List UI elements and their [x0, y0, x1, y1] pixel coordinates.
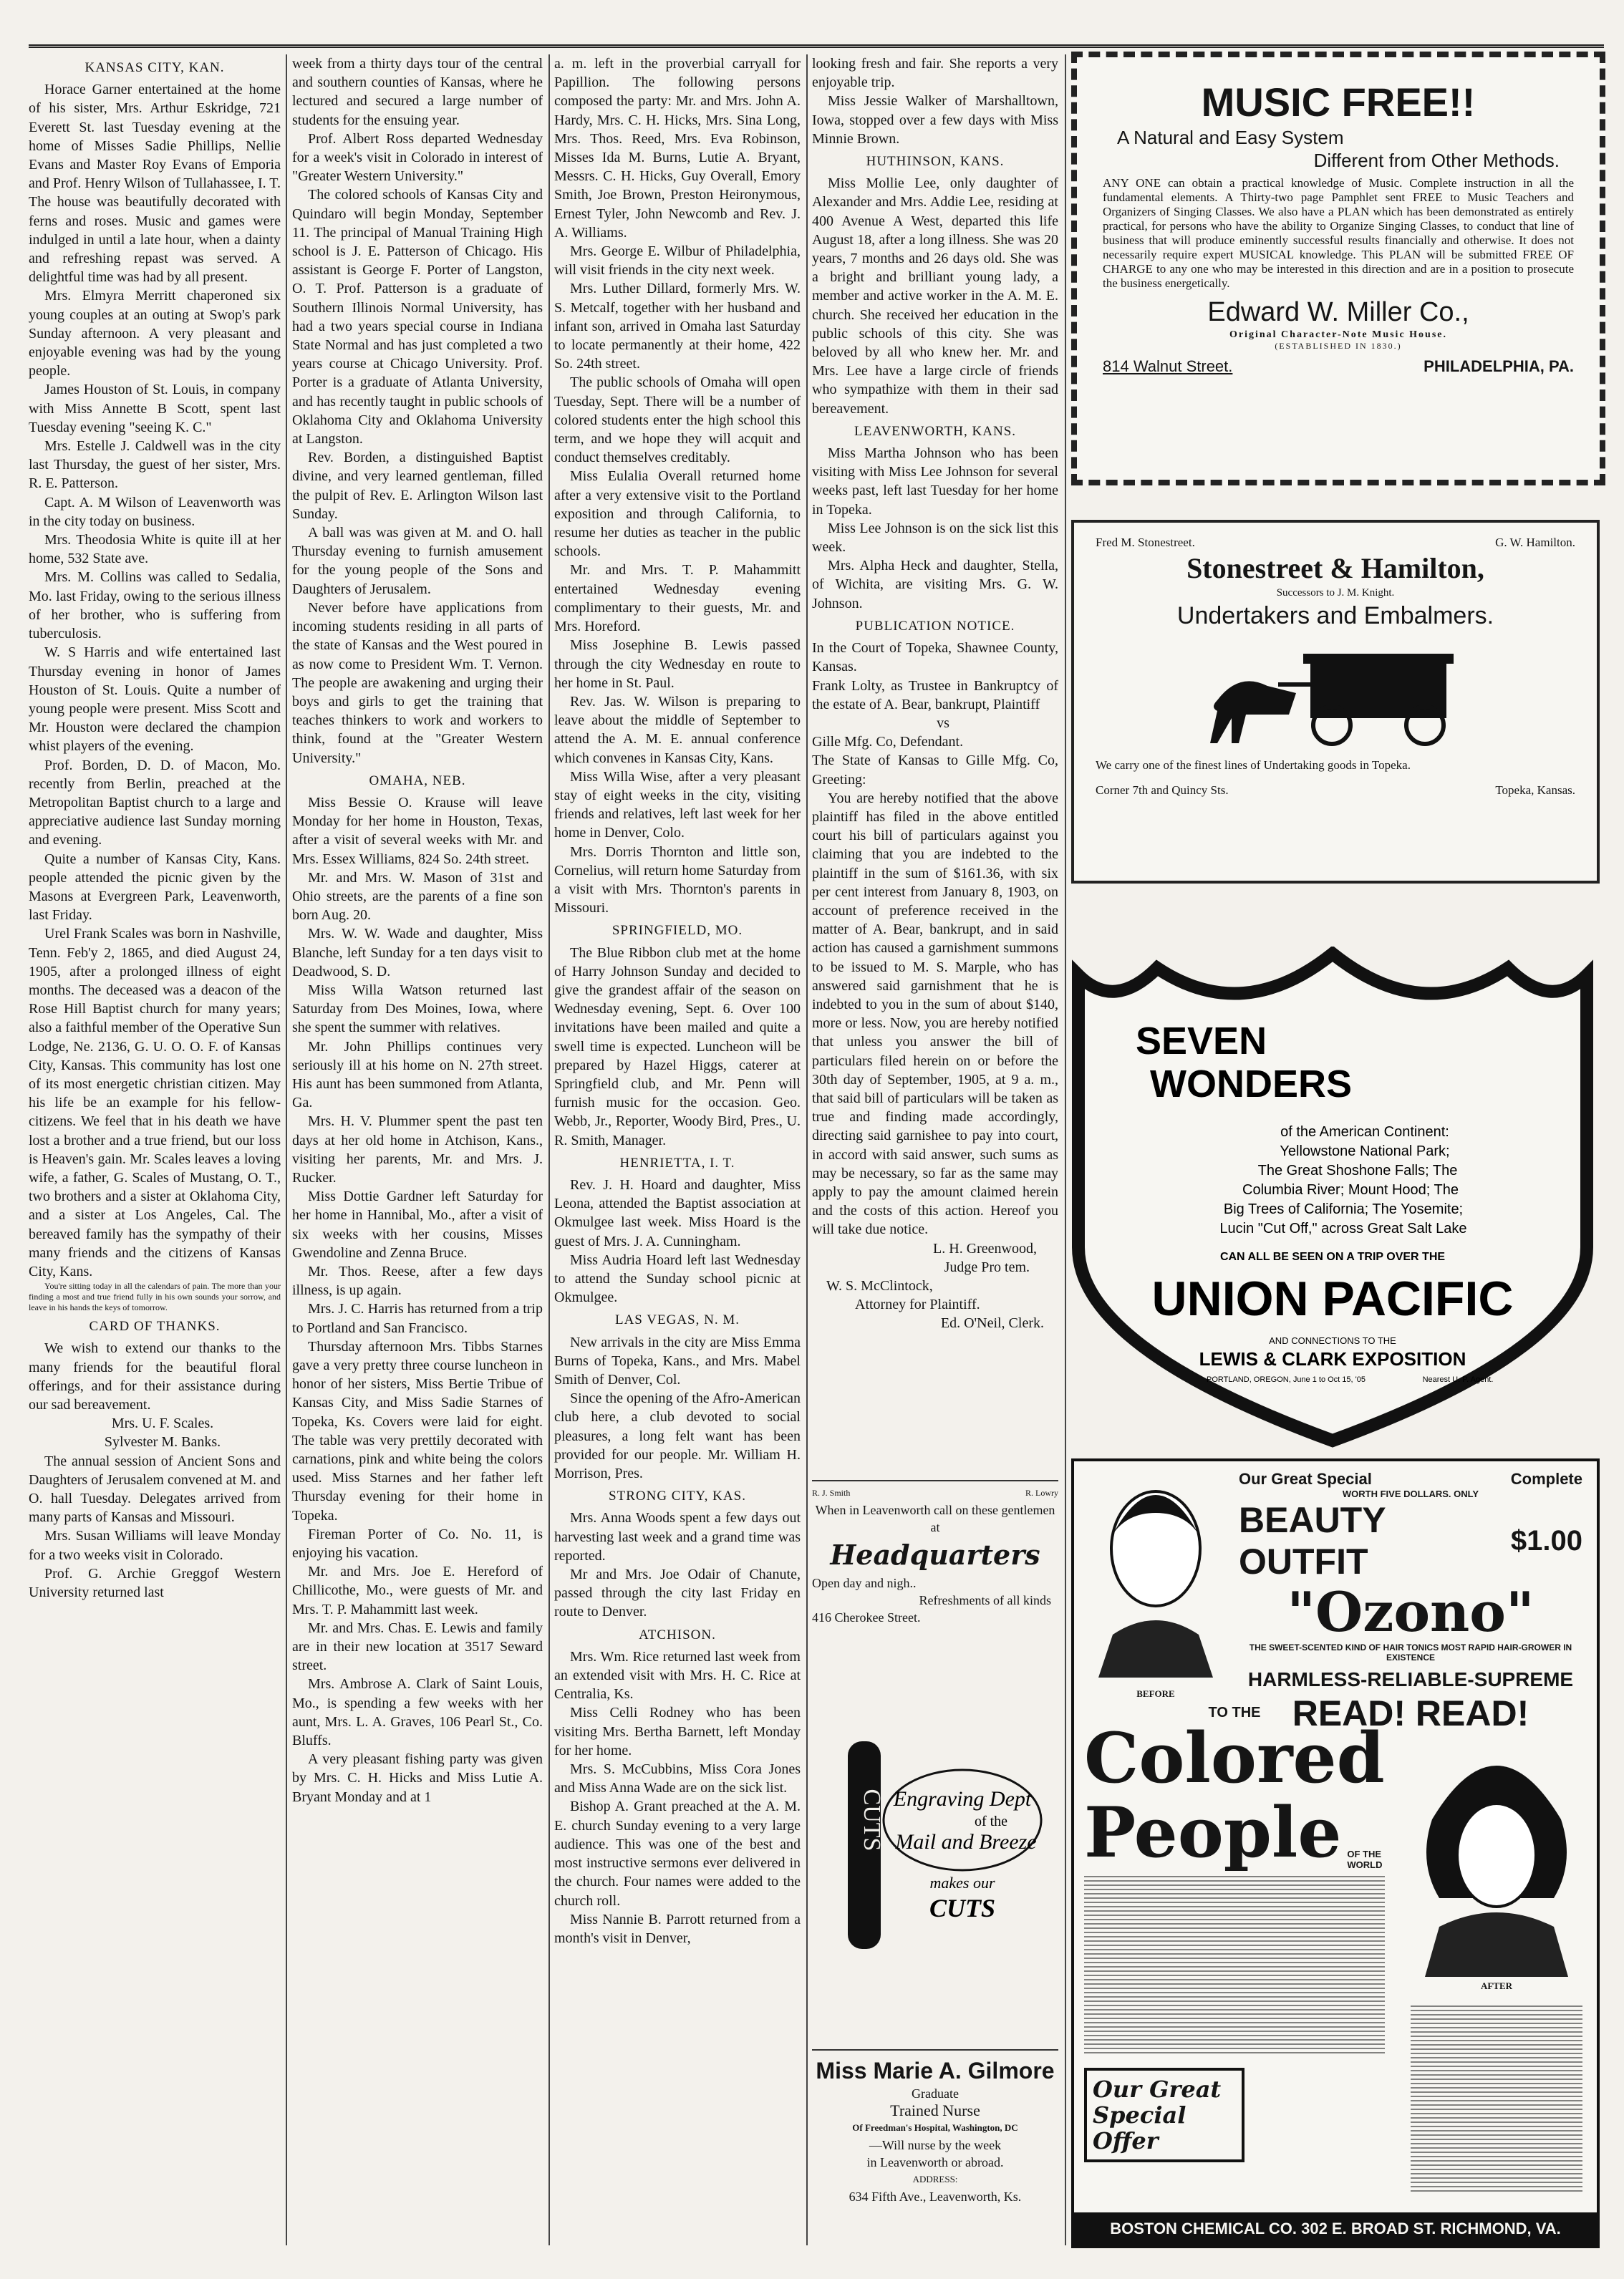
partner-left: Fred M. Stonestreet. [1096, 536, 1195, 549]
news-item: Mr. and Mrs. Joe E. Hereford of Chillicothe, Mo., were guests of Mr. and Mrs. T. P. Mahammitt last week. [292, 1564, 543, 1617]
music-established: (ESTABLISHED IN 1830.) [1275, 341, 1402, 351]
ad-header [812, 1484, 1058, 1501]
wonders-line: Big Trees of California; The Yosemite; [1223, 1201, 1464, 1217]
engraving-line: Mail and Breeze [895, 1830, 1037, 1854]
partner-right: G. W. Hamilton. [1495, 536, 1575, 549]
news-item: Mrs. Luther Dillard, formerly Mrs. W. S. Metcalf, together with her husband and infant son, arrived in Omaha last Saturday to locate permanently at their home, 422 So. 24th street. [554, 281, 801, 372]
news-item: We wish to extend our thanks to the many friends for the beautiful floral offerings, and for their assistance during our sad bereavement. [29, 1340, 281, 1413]
engraving-ad [812, 1734, 1058, 1970]
music-subtitle: Different from Other Methods. [1313, 150, 1560, 171]
news-item: Mrs. George E. Wilbur of Philadelphia, will visit friends in the city next week. [554, 243, 801, 279]
beauty-title: BEAUTY OUTFIT [1239, 1500, 1386, 1582]
column-rule [548, 54, 550, 2245]
notice-line: In the Court of Topeka, Shawnee County, Kansas. [812, 640, 1058, 675]
of-the-world: OF THE WORLD [1347, 1849, 1383, 1870]
news-item: The colored schools of Kansas City and Quindaro will begin Monday, September 11. The principal of Manual Training High school is J. E. Patterson of Chicago. His assistant is George F. Porter of Langston, O. T. Prof. Patterson is a graduate of Southern Illinois Normal University, has had a two years special course in Indiana State Normal and has just completed a two years course at Chicago University. Prof. Porter is a graduate of Atlanta University, and has recently taught in public schools of Oklahoma City and Oklahoma University at Langston. [292, 187, 543, 447]
section-heading: HENRIETTA, I. T. [619, 1155, 735, 1171]
news-item: Mrs. W. W. Wade and daughter, Miss Blanche, left Sunday for a ten days visit to Deadwood, S. D. [292, 926, 543, 979]
wonders-line: AND CONNECTIONS TO THE [1269, 1335, 1396, 1346]
news-item: Mrs. Dorris Thornton and little son, Cornelius, will return home Saturday from a visit with Mrs. Thornton's parents in Missouri. [554, 843, 801, 916]
notice-line: The State of Kansas to Gille Mfg. Co, Greeting: [812, 753, 1058, 788]
signature: W. S. McClintock, [826, 1278, 933, 1294]
beauty-title-row [1239, 1499, 1582, 1582]
cuts-vertical-text: CUTS [859, 1789, 885, 1852]
news-item: Prof. Albert Ross departed Wednesday for a week's visit in Colorado in interest of "Greater Western University." [292, 130, 543, 185]
section-heading: KANSAS CITY, KAN. [84, 60, 225, 75]
wonders-line: The Great Shoshone Falls; The [1257, 1163, 1458, 1179]
section-heading: PUBLICATION NOTICE. [855, 618, 1015, 634]
news-item: Rev. J. H. Hoard and daughter, Miss Leona, attended the Baptist association at Okmulgee last week. Miss Hoard is the guest of Mrs. J. A. Cunningham. [554, 1176, 801, 1249]
stonestreet-footer [1096, 783, 1575, 798]
news-item: Mrs. Theodosia White is quite ill at her home, 532 State ave. [29, 532, 281, 567]
union-pacific-ad [1071, 947, 1594, 1448]
exposition-title: LEWIS & CLARK EXPOSITION [1199, 1348, 1466, 1370]
boston-chemical-footer: BOSTON CHEMICAL CO. 302 E. BROAD ST. RICHMOND, VA. [1074, 2212, 1597, 2245]
ad-name-right: R. Lowry [1025, 1488, 1058, 1498]
signature: Attorney for Plaintiff. [855, 1297, 980, 1313]
ozono-title: "Ozono" [1287, 1580, 1534, 1644]
wonders-line: Lucin "Cut Off," across Great Salt Lake [1219, 1221, 1467, 1237]
news-item: The annual session of Ancient Sons and Daughters of Jerusalem convened at M. and O. hall Tuesday. Delegates arrived from many parts of Kansas and Missouri. [29, 1453, 281, 1526]
people-row [1084, 1792, 1385, 1873]
column-1 [29, 54, 281, 2245]
signature: Judge Pro tem. [944, 1259, 1030, 1275]
obituary: Urel Frank Scales was born in Nashville, Tenn. Feb'y 2, 1865, and died August 24, 1905, after a prolonged illness of eight months. The deceased was a deacon of the Rose Hill Baptist church for many years; also a faithful member of the Operative Sun Lodge, Ne. 2136, G. U. O. O. F. of Kansas City, Kansas. This community has lost one of its most energetic christian citizen. May his life be an example for his fellow-citizens. We feel that in his death we have lost a brother and a true friend, but our loss is Heaven's gain. Mr. Scales leaves a loving wife, a father, G. Scales of Mustang, O. T., two brothers and a sister at Oklahoma City, and a sister at Los Angeles, Cal. The bereaved family has the sympathy of their many friends and the citizens of Kansas City, Kans. [29, 926, 281, 1279]
ad-line: Open day and nigh.. [812, 1576, 917, 1590]
news-item: Miss Eulalia Overall returned home after a very extensive visit to the Portland exposition and through California, to resume her duties as teacher in the public schools. [554, 468, 801, 560]
news-item: Mrs. Susan Williams will leave Monday for a two weeks visit in Colorado. [29, 1528, 281, 1563]
column-4 [812, 54, 1058, 1479]
news-item: Miss Willa Wise, after a very pleasant stay of eight weeks in the city, visiting friends and relatives, left last week for her home in Denver, Colo. [554, 768, 801, 841]
woman-portrait-icon [1084, 1470, 1227, 1685]
engraving-title: Engraving Dept [893, 1787, 1032, 1811]
news-item: Prof. Borden, D. D. of Macon, Mo. recently from Berlin, preached at the Metropolitan Baptist church to a large and appreciative audience last Sunday morning and evening. [29, 757, 281, 848]
news-item: A ball was was given at M. and O. hall Thursday evening to furnish amusement for the young people of the Sons and Daughters of Jerusalem. [292, 525, 543, 597]
after-caption: AFTER [1480, 1980, 1513, 1991]
beauty-worth: WORTH FIVE DOLLARS. ONLY [1342, 1489, 1479, 1499]
notice-line: vs [937, 715, 949, 731]
ad-line: When in Leavenworth call on these gentlemen at [815, 1503, 1055, 1534]
ad-header [1096, 536, 1575, 550]
ad-line: ADDRESS: [912, 2174, 958, 2184]
news-item: week from a thirty days tour of the central and southern counties of Kansas, where he lectured and secured a large number of students for the ensuing year. [292, 56, 543, 128]
news-item: Never before have applications from incoming students residing in all parts of the state of Kansas and the West poured in as now come to President Wm. T. Vernon. The people are awakening and urging their boys and girls to get the training that teaches thinkers to work and workers to think, found at the "Greater Western University." [292, 599, 543, 766]
news-item: Miss Bessie O. Krause will leave Monday for her home in Houston, Texas, after a visit of several weeks with Mr. and Mrs. Essex Williams, 824 So. 24th street. [292, 794, 543, 867]
column-rule [806, 54, 808, 2245]
ad-name-left: R. J. Smith [812, 1488, 851, 1498]
woman-portrait-icon [1411, 1733, 1582, 1977]
column-2 [292, 54, 543, 2245]
stonestreet-city: Topeka, Kansas. [1495, 783, 1575, 797]
music-company: Edward W. Miller Co., [1207, 297, 1469, 327]
before-portrait [1084, 1470, 1227, 1699]
beauty-harmless: HARMLESS-RELIABLE-SUPREME [1247, 1668, 1574, 1690]
stonestreet-successors: Successors to J. M. Knight. [1276, 587, 1395, 599]
engraving-oval [884, 1770, 1041, 1870]
ad-line: Refreshments of all kinds [919, 1593, 1051, 1607]
wonders-line: Nearest U. P. Agent. [1422, 1375, 1494, 1384]
news-item: Rev. Jas. W. Wilson is preparing to leave about the middle of September to attend the A. M. E. annual conference which convenes in Kansas City, Kans. [554, 693, 801, 766]
ad-line: Graduate [912, 2086, 959, 2101]
newspaper-page [29, 44, 1604, 2250]
news-item: Mrs. J. C. Harris has returned from a trip to Portland and San Francisco. [292, 1301, 543, 1336]
ozono-tagline: THE SWEET-SCENTED KIND OF HAIR TONICS MOST RAPID HAIR-GROWER IN EXISTENCE [1249, 1642, 1572, 1663]
beauty-outfit-ad [1071, 1458, 1600, 2248]
fine-print-block [1084, 1876, 1385, 2055]
headquarters-ad [812, 1480, 1058, 1626]
news-item: Bishop A. Grant preached at the A. M. E. church Sunday evening to a very large audience. This was one of the best and most instructive sermons ever delivered in the church. Four names were added to the church roll. [554, 1799, 801, 1909]
news-item: The public schools of Omaha will open Tuesday, Sept. There will be a number of colored students enter the high school this term, and we hope they will acquit and conduct themselves creditably. [554, 374, 801, 466]
notice-line: Gille Mfg. Co, Defendant. [812, 734, 964, 750]
news-item: Mr. and Mrs. Chas. E. Lewis and family are in their new location at 3517 Seward street. [292, 1620, 543, 1674]
news-item: Miss Martha Johnson who has been visiting with Miss Lee Johnson for several weeks past, left last Tuesday for her home in Topeka. [812, 445, 1058, 518]
news-item: Mr. and Mrs. W. Mason of 31st and Ohio streets, are the parents of a fine son born Aug. 20. [292, 869, 543, 924]
section-heading: HUTHINSON, KANS. [866, 154, 1005, 170]
gilmore-ad [812, 2049, 1058, 2205]
signature: L. H. Greenwood, [933, 1240, 1037, 1257]
section-heading: OMAHA, NEB. [369, 773, 466, 788]
hearse-roof [1303, 654, 1454, 664]
music-address-row [1103, 357, 1574, 376]
hearse-illustration [1096, 632, 1568, 754]
news-item: Mr. John Phillips continues very seriously ill at his home on N. 27th street. His aunt has been summoned from Atlanta, Ga. [292, 1038, 543, 1111]
news-item: The Blue Ribbon club met at the home of Harry Johnson Sunday and decided to give the grandest affair of the season on Wednesday evening, Sept. 6. Over 100 invitations have been mailed and quite a swell time is expected. Luncheon will be prepared by Hazel Higgs, caterer at Springfield club, and Mr. Penn will furnish music for the occasion. Geo. Webb, Jr., Reporter, Woody Bird, Pres., U. R. Smith, Manager. [554, 944, 801, 1148]
news-item: Prof. G. Archie Greggof Western University returned last [29, 1565, 281, 1601]
top-rule [29, 44, 1604, 48]
column-rule [1065, 54, 1066, 2245]
news-item: Miss Mollie Lee, only daughter of Alexander and Mrs. Addie Lee, residing at 400 Avenue A West, departed this life August 18, after a long illness. She was 20 years, 7 months and 26 days old. She was a bright and brilliant young lady, a member and active worker in the A. M. E. church. She received her education in the public schools of this city. She was beloved by all who knew her. Mr. and Mrs. Lee have a large circle of friends who sympathize with them in their sad bereavement. [812, 175, 1058, 417]
news-item: Miss Audria Hoard left last Wednesday to attend the Sunday school picnic at Okmulgee. [554, 1252, 801, 1306]
section-heading: LAS VEGAS, N. M. [614, 1312, 740, 1328]
ad-line: Of Freedman's Hospital, Washington, DC [852, 2122, 1018, 2133]
ad-line: —Will nurse by the week [869, 2138, 1002, 2152]
stonestreet-ad [1071, 520, 1600, 884]
news-item: Mrs. Alpha Heck and daughter, Stella, of Wichita, are visiting Mrs. G. W. Johnson. [812, 558, 1058, 611]
news-item: Mrs. Elmyra Merritt chaperoned six young couples at an outing at Swop's park Sunday afternoon. A very pleasant and enjoyable evening was had by the young people. [29, 288, 281, 379]
news-item: Mr and Mrs. Joe Odair of Chanute, passed through the city last Friday en route to Denver. [554, 1567, 801, 1620]
news-item: Mrs. M. Collins was called to Sedalia, Mo. last Friday, owing to the serious illness of her brother, who is suffering from tuberculosis. [29, 569, 281, 642]
wonders-line: Columbia River; Mount Hood; The [1242, 1182, 1459, 1198]
news-item: Miss Nannie B. Parrott returned from a month's visit in Denver, [554, 1911, 801, 1946]
signature: Ed. O'Neil, Clerk. [940, 1315, 1044, 1332]
section-heading: STRONG CITY, KAS. [609, 1489, 746, 1504]
column-3 [554, 54, 801, 2245]
news-item: Miss Dottie Gardner left Saturday for her home in Hannibal, Mo., after a visit of six weeks with her cousins, Misses Gwendoline and Zenna Bruce. [292, 1189, 543, 1261]
engraving-cuts-text: CUTS [929, 1894, 996, 1922]
engraving-ad-graphic [812, 1734, 1058, 1970]
news-item: Mrs. Estelle J. Caldwell was in the city last Thursday, the guest of her sister, Mrs. R. E. Patterson. [29, 438, 281, 492]
news-item: James Houston of St. Louis, in company with Miss Annette B Scott, spent last Tuesday evening "seeing K. C." [29, 382, 281, 435]
beauty-price: $1.00 [1510, 1524, 1582, 1557]
engraving-line: of the [974, 1814, 1008, 1829]
wonders-line: PORTLAND, OREGON, June 1 to Oct 15, '05 [1207, 1375, 1366, 1384]
news-item: Mrs. H. V. Plummer spent the past ten days at her old home in Atchison, Kans., visiting her parents, Mr. and Mrs. J. Rucker. [292, 1113, 543, 1186]
before-caption: BEFORE [1136, 1688, 1175, 1699]
wonders-line: Yellowstone National Park; [1280, 1143, 1450, 1159]
engraving-line: makes our [929, 1874, 995, 1892]
stonestreet-corner: Corner 7th and Quincy Sts. [1096, 783, 1229, 797]
hearse-body [1310, 661, 1446, 718]
wonders-line: of the American Continent: [1280, 1124, 1449, 1140]
column-rule [286, 54, 287, 2245]
signature: Sylvester M. Banks. [104, 1434, 221, 1451]
headquarters-title: Headquarters [830, 1539, 1040, 1571]
music-city: PHILADELPHIA, PA. [1424, 357, 1574, 375]
news-item: Miss Josephine B. Lewis passed through the city Wednesday en route to her home in St. Paul. [554, 637, 801, 691]
news-item: New arrivals in the city are Miss Emma Burns of Topeka, Kans., and Mrs. Mabel Smith of Denver, Col. [554, 1334, 801, 1388]
section-heading: CARD OF THANKS. [89, 1319, 221, 1335]
stonestreet-line: We carry one of the finest lines of Undertaking goods in Topeka. [1096, 758, 1411, 772]
ad-line: 634 Fifth Ave., Leavenworth, Ks. [849, 2190, 1022, 2204]
news-item: A very pleasant fishing party was given by Mrs. C. H. Hicks and Miss Lutie A. Bryant Monday and at 1 [292, 1751, 543, 1805]
news-item: Miss Celli Rodney who has been visiting Mrs. Bertha Barnett, left Monday for her home. [554, 1705, 801, 1758]
news-item: Mr. and Mrs. T. P. Mahammitt entertained Wednesday evening complimentary to their guests, Mr. and Mrs. Horeford. [554, 562, 801, 635]
colored-title: Colored [1084, 1718, 1385, 1799]
news-item: Miss Lee Johnson is on the sick list this week. [812, 520, 1058, 556]
people-title: People [1084, 1792, 1342, 1873]
stonestreet-subtitle: Undertakers and Embalmers. [1176, 602, 1494, 629]
fine-print: You're sitting today in all the calendars of pain. The more than your finding a most and true friend fully in his own sounds your sorrow, and leave in his hands the keys of tomorrow. [29, 1281, 281, 1313]
section-heading: SPRINGFIELD, MO. [612, 923, 743, 939]
stonestreet-title: Stonestreet & Hamilton, [1186, 552, 1484, 584]
special-offer-box: Our Great Special Offer [1084, 2068, 1244, 2162]
notice-line: Frank Lolty, as Trustee in Bankruptcy of the estate of A. Bear, bankrupt, Plaintiff [812, 677, 1058, 712]
news-item: Mr. Thos. Reese, after a few days illness, is up again. [292, 1264, 543, 1299]
section-heading: LEAVENWORTH, KANS. [854, 423, 1017, 439]
union-pacific-shield [1071, 947, 1594, 1448]
news-item: Capt. A. M Wilson of Leavenworth was in the city today on business. [29, 494, 281, 529]
news-item: Mrs. Anna Woods spent a few days out harvesting last week and a grand time was reported. [554, 1510, 801, 1564]
news-item: Mrs. S. McCubbins, Miss Cora Jones and Miss Anna Wade are on the sick list. [554, 1761, 801, 1796]
wonders-text: WONDERS [1150, 1063, 1352, 1105]
music-title: MUSIC FREE!! [1201, 79, 1476, 125]
beauty-top-row [1239, 1470, 1582, 1489]
beauty-top-complete: Complete [1510, 1470, 1582, 1488]
news-item: a. m. left in the proverbial carryall for Papillion. The following persons composed the party: Mr. and Mrs. John A. Hardy, Mrs. C. H. Hicks, Mrs. Sina Long, Mrs. Thos. Reed, Mrs. Eva Robinson, Misses Ida M. Burns, Lutie A. Bryant, Messrs. C. H. Hicks, Guy Overall, Emory Smith, Joe Brown, Preston Heironymous, Ernest Tyler, John Newcomb and Rev. J. A. Williams. [554, 56, 801, 241]
news-item: Mrs. Wm. Rice returned last week from an extended visit with Mrs. H. C. Rice at Centralia, Ks. [554, 1648, 801, 1703]
horse-icon [1210, 681, 1296, 743]
news-item: Fireman Porter of Co. No. 11, is enjoying his vacation. [292, 1526, 543, 1562]
seven-text: SEVEN [1136, 1020, 1267, 1063]
news-item: Miss Jessie Walker of Marshalltown, Iowa, stopped over a few days with Miss Minnie Brown. [812, 93, 1058, 147]
signature: Mrs. U. F. Scales. [111, 1416, 214, 1432]
music-free-ad [1071, 52, 1605, 485]
union-pacific-title: UNION PACIFIC [1151, 1272, 1514, 1326]
notice-body: You are hereby notified that the above plaintiff has filed in the above entitled court his bill of particulars against you claiming that you are indebted to the plaintiff in the sum of $161.36, with six per cent interest from January 8, 1903, on account of preference received in the matter of A. Bear, bankrupt, and in said action has caused a garnishment summons to be issued to M. S. Marple, who has answered said garnishment that he is indebted to you in the sum of about $140, more or less. Now, you are hereby notified that unless you answer the bill of particulars filed herein on or before the 30th day of September, 1905, at 9 a. m., that said bill of particulars will be taken as true and finding made accordingly, directing said garnishee to pay into court, in accord with said answer, such sums as may be necessary, so far as the same may apply to pay the amount claimed herein and the costs of this action. Hereof you will take due notice. [812, 790, 1058, 1238]
ad-line: in Leavenworth or abroad. [866, 2155, 1004, 2169]
news-item: Since the opening of the Afro-American club here, a club devoted to social pleasures, a long felt want has been provided for our people. Mr. William H. Morrison, Pres. [554, 1390, 801, 1482]
gilmore-title: Miss Marie A. Gilmore [816, 2058, 1055, 2084]
hearse-shaft [1278, 682, 1314, 687]
news-item: Thursday afternoon Mrs. Tibbs Starnes gave a very pretty three course luncheon in honor of her sisters, Miss Bertie Tribue of Kansas City, and Miss Sadie Starnes of Topeka, Ks. Covers were laid for eight. The table was very prettily decorated with carnations, pink and white being the colors used. Miss Starnes and her father left Thursday evening for their home in Topeka. [292, 1338, 543, 1524]
news-item: W. S Harris and wife entertained last Thursday evening in honor of James Houston of St. Louis. Quite a number of young people were present. Miss Scott and Mr. Houston were declared the champion whist players of the evening. [29, 644, 281, 755]
news-item: Horace Garner entertained at the home of his sister, Mrs. Arthur Eskridge, 721 Everett St. last Tuesday evening at the home of Misses Sadie Phillips, Nellie Evans and Master Roy Evans of Emporia and Prof. Henry Wilson of Tullahassee, I. T. The house was beautifully decorated with ferns and roses. Music and games were indulged in until a late hour, when a dainty and refreshing repast was served. A delightful time was had by all present. [29, 82, 281, 286]
ad-line: Trained Nurse [890, 2101, 980, 2119]
music-subtitle: A Natural and Easy System [1117, 127, 1344, 148]
news-item: Mrs. Ambrose A. Clark of Saint Louis, Mo., is spending a few weeks with her aunt, Mrs. L. A. Graves, 106 Pearl St., Co. Bluffs. [292, 1676, 543, 1749]
music-house: Original Character-Note Music House. [1229, 329, 1447, 340]
section-heading: ATCHISON. [639, 1627, 716, 1642]
ad-line: 416 Cherokee Street. [812, 1610, 921, 1625]
news-item: Rev. Borden, a distinguished Baptist divine, and very learned gentleman, filled the pulpit of Rev. E. Arlington Wilson last Sunday. [292, 450, 543, 522]
beauty-top: Our Great Special [1239, 1470, 1372, 1488]
wonders-line: CAN ALL BE SEEN ON A TRIP OVER THE [1219, 1251, 1446, 1263]
beauty-read: READ! READ! [1292, 1693, 1529, 1733]
news-item: Miss Willa Watson returned last Saturday from Des Moines, Iowa, where she spent the summer with relatives. [292, 982, 543, 1036]
news-item: Quite a number of Kansas City, Kans. people attended the picnic given by the Masons at Evergreen Park, Leavenworth, last Friday. [29, 851, 281, 924]
after-portrait [1411, 1733, 1582, 1991]
beauty-to-the: TO THE [1208, 1705, 1261, 1721]
music-address: 814 Walnut Street. [1103, 357, 1233, 375]
music-body: ANY ONE can obtain a practical knowledge of Music. Complete instruction in all the fundamental elements. A Thirty-two page Pamphlet sent FREE to Music Teachers and Organizers of Singing Classes. We also have a PLAN which has been demonstrated as entirely practical, for persons who have the ability to Organize Singing Classes, to conduct that line of business that will produce eminently successful results financially and otherwise. It does not necessarily require expert MUSICAL knowledge. This PLAN will be submitted FREE OF CHARGE to any one who may be interested in this direction and are in a position to prosecute the business energetically. [1103, 176, 1574, 290]
fine-print-block [1411, 2005, 1582, 2192]
news-item: looking fresh and fair. She reports a very enjoyable trip. [812, 56, 1058, 91]
